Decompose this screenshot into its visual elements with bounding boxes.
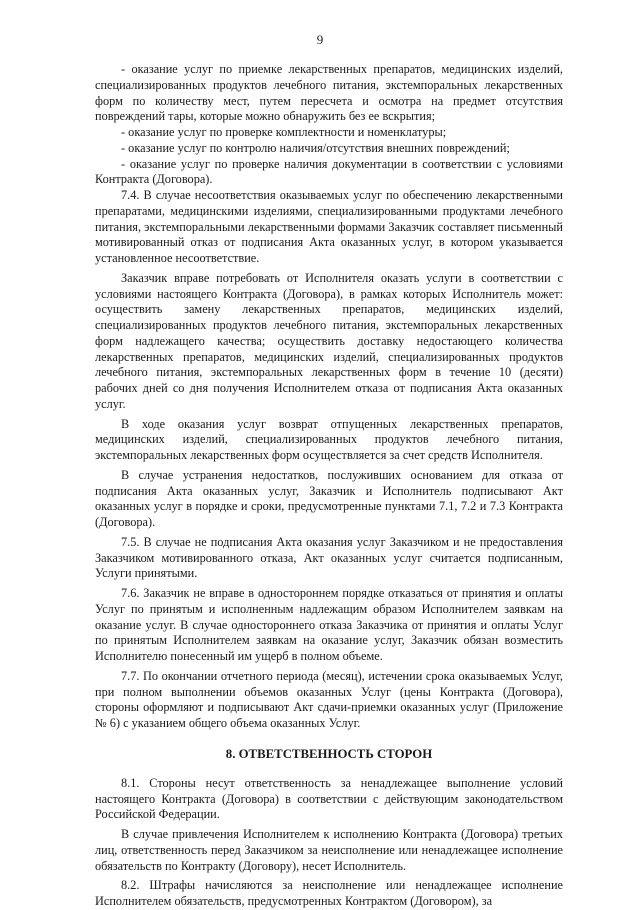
paragraph-8-2: 8.2. Штрафы начисляются за неисполнение или ненадлежащее исполнение Исполнителем обязательств, предусмотренных Контрактом (Договором), за	[95, 878, 563, 908]
paragraph-7-6: 7.6. Заказчик не вправе в одностороннем порядке отказаться от принятия и оплаты Услуг по принятым и исполненным надлежащим образом Исполнителем заявкам на оказание услуг. В случае одностороннего отказа Заказчика от принятия и оплаты Услуг по принятым Исполнителем заявкам на оказание услуг, Заказчик обязан возместить Исполнителю понесенный им ущерб в полном объеме.	[95, 586, 563, 663]
paragraph-completeness-check: - оказание услуг по проверке комплектности и номенклатуры;	[121, 125, 447, 139]
paragraph-8-1: 8.1. Стороны несут ответственность за ненадлежащее выполнение условий настоящего Контракта (Договора) в соответствии с действующим законодательством Российской Федерации.	[95, 775, 563, 822]
document-body	[95, 62, 563, 910]
paragraph-returns: В ходе оказания услуг возврат отпущенных лекарственных препаратов, медицинских изделий, специализированных продуктов лечебного питания, экстемпоральных лекарственных форм осуществляется за счет средств Исполнителя.	[95, 416, 563, 462]
paragraph-7-5: 7.5. В случае не подписания Акта оказания услуг Заказчиком и не предоставления Заказчиком мотивированного отказа, Акт оказанных услуг считается подписанным, Услуги принятыми.	[95, 534, 563, 581]
paragraph-receiving-services: - оказание услуг по приемке лекарственных препаратов, медицинских изделий, специализированных продуктов лечебного питания, экстемпоральных лекарственных форм по количеству мест, путем пересчета и осмотра на предмет отсутствия повреждений тары, которые можно обнаружить без ее вскрытия;	[95, 62, 563, 124]
section-heading-liability: 8. ОТВЕТСТВЕННОСТЬ СТОРОН	[225, 746, 433, 761]
paragraph-defect-elimination: В случае устранения недостатков, послуживших основанием для отказа от подписания Акта оказанных услуг, Заказчик и Исполнитель подписывают Акт оказанных услуг в порядке и сроки, предусмотренные пунктами 7.1, 7.2 и 7.3 Контракта (Договора).	[95, 467, 563, 529]
paragraph-7-4: 7.4. В случае несоответствия оказываемых услуг по обеспечению лекарственными препаратами, медицинскими изделиями, специализированными продуктами лечебного питания, экстемпоральными лекарственными формами Заказчик составляет письменный мотивированный отказ от подписания Акта оказанных услуг, в котором указывается установленное несоответствие.	[95, 188, 563, 265]
paragraph-third-parties: В случае привлечения Исполнителем к исполнению Контракта (Договора) третьих лиц, ответственность перед Заказчиком за неисполнение или ненадлежащее исполнение обязательств по Контракту (Договору), несет Исполнитель.	[95, 827, 563, 873]
paragraph-damage-control: - оказание услуг по контролю наличия/отсутствия внешних повреждений;	[121, 140, 510, 155]
paragraph-7-7: 7.7. По окончании отчетного периода (месяц), истечении срока оказываемых Услуг, при полном выполнении объемов оказанных Услуг (цены Контракта (Договора), стороны оформляют и подписывают Акт сдачи-приемки оказанных услуг (Приложение № 6) с указанием общего объема оказанных Услуг.	[95, 668, 563, 730]
page-number: 9	[316, 32, 324, 47]
paragraph-documentation-check: - оказание услуг по проверке наличия документации в соответствии с условиями Контракта (Договора).	[95, 156, 563, 187]
paragraph-customer-rights: Заказчик вправе потребовать от Исполнителя оказать услуги в соответствии с условиями настоящего Контракта (Договора), в рамках которых Исполнитель может: осуществить замену лекарственных препаратов, медицинских изделий, специализированных продуктов лечебного питания, экстемпоральных лекарственных форм надлежащего качества; осуществить доставку недостающего количества лекарственных препаратов, медицинских изделий, специализированных продуктов лечебного питания, экстемпоральных лекарственных форм в течение 10 (десяти) рабочих дней со дня получения Исполнителем отказа от подписания Акта оказанных услуг.	[95, 270, 563, 411]
